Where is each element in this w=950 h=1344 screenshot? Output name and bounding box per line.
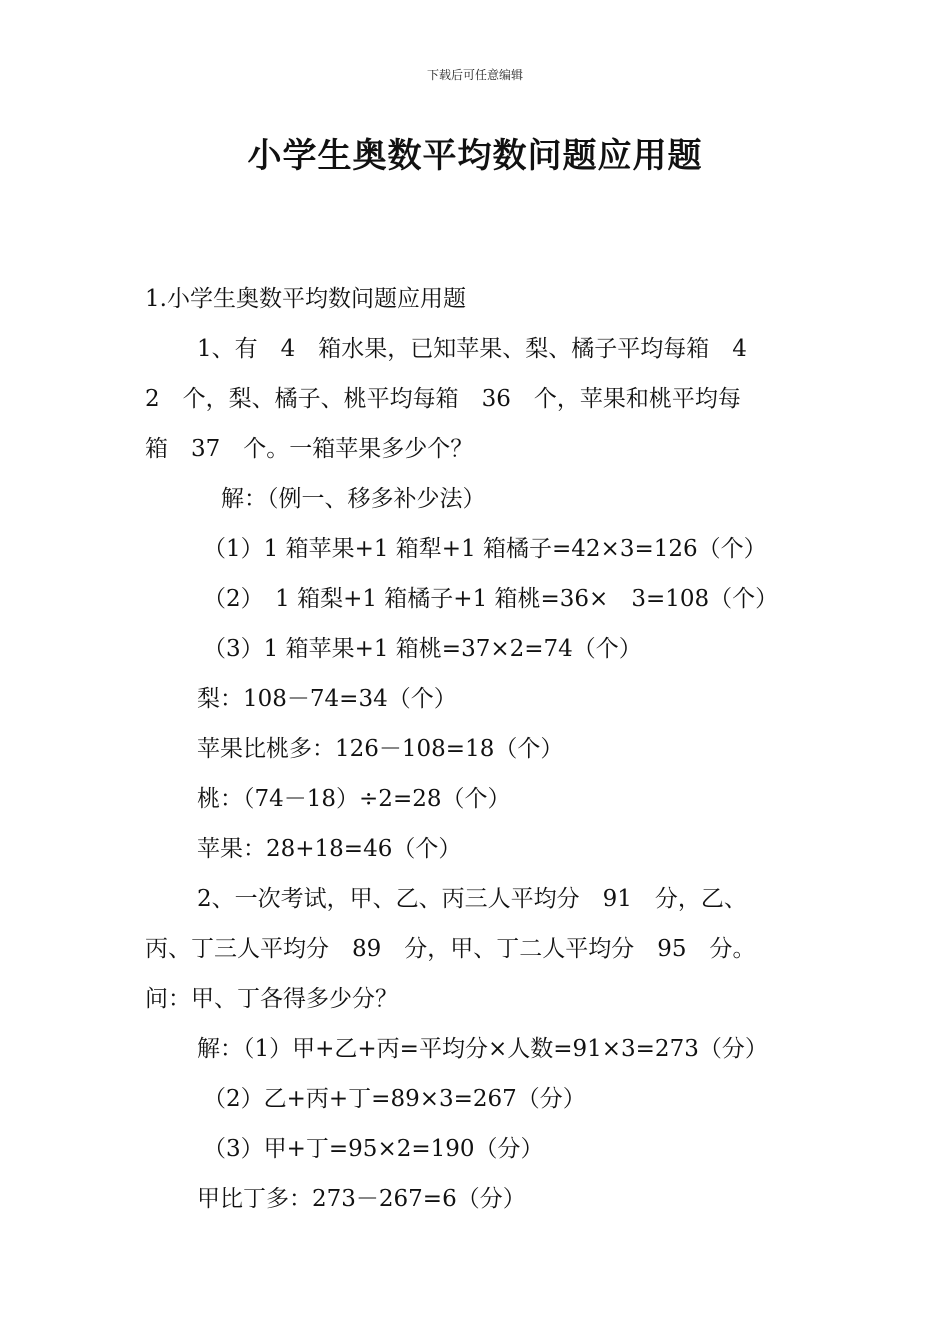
solution-1-pear: 梨：108－74=34（个） bbox=[197, 686, 457, 712]
solution-2-step-1: 解：（1）甲+乙+丙=平均分×人数=91×3=273（分） bbox=[197, 1036, 768, 1062]
solution-2-step-3: （3）甲+丁=95×2=190（分） bbox=[203, 1136, 544, 1162]
solution-1-apple-minus-peach: 苹果比桃多：126－108=18（个） bbox=[197, 736, 564, 762]
problem-1-line-3: 箱 37 个。一箱苹果多少个？ bbox=[145, 436, 474, 462]
document-body bbox=[145, 282, 825, 1232]
solution-2-difference: 甲比丁多：273－267=6（分） bbox=[197, 1186, 526, 1212]
problem-2-line-1: 2、一次考试，甲、乙、丙三人平均分 91 分，乙、 bbox=[197, 886, 747, 912]
solution-1-apple: 苹果：28+18=46（个） bbox=[197, 836, 462, 862]
solution-2-step-2: （2）乙+丙+丁=89×3=267（分） bbox=[203, 1086, 586, 1112]
solution-1-step-1: （1）1 箱苹果+1 箱犁+1 箱橘子=42×3=126（个） bbox=[203, 536, 767, 562]
problem-1-line-2: 2 个，梨、橘子、桃平均每箱 36 个，苹果和桃平均每 bbox=[145, 386, 741, 412]
page-header-note: 下载后可任意编辑 bbox=[426, 68, 523, 82]
problem-2-line-2: 丙、丁三人平均分 89 分，甲、丁二人平均分 95 分。 bbox=[145, 936, 756, 962]
solution-1-step-2: （2） 1 箱梨+1 箱橘子+1 箱桃=36× 3=108（个） bbox=[203, 586, 779, 612]
document-title: 小学生奥数平均数问题应用题 bbox=[247, 136, 703, 176]
problem-2-line-3: 问：甲、丁各得多少分？ bbox=[145, 986, 398, 1012]
problem-1-line-1: 1、有 4 箱水果，已知苹果、梨、橘子平均每箱 4 bbox=[197, 336, 747, 362]
solution-1-heading: 解：（例一、移多补少法） bbox=[221, 486, 486, 512]
section-heading: 1.小学生奥数平均数问题应用题 bbox=[145, 286, 466, 312]
solution-1-peach: 桃：（74－18）÷2=28（个） bbox=[197, 786, 511, 812]
solution-1-step-3: （3）1 箱苹果+1 箱桃=37×2=74（个） bbox=[203, 636, 642, 662]
